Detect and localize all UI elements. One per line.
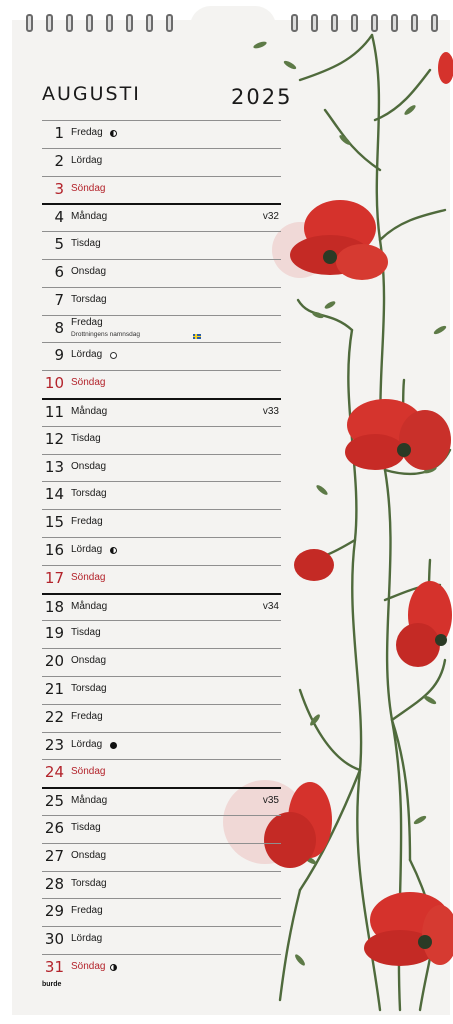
- poppy-flower-2: [345, 399, 451, 470]
- day-row[interactable]: [42, 509, 281, 538]
- day-number: 26: [44, 819, 64, 837]
- weekday-name: Onsdag: [71, 655, 107, 667]
- day-number: 7: [54, 290, 64, 309]
- day-number: 20: [44, 652, 64, 671]
- week-number: v33: [262, 406, 279, 417]
- day-number: 15: [44, 513, 64, 532]
- name-day-note: Drottningens namnsdag: [71, 330, 141, 338]
- day-number: 9: [54, 346, 64, 365]
- swedish-flag-icon: [193, 334, 201, 339]
- day-number: 12: [44, 429, 64, 448]
- weekday-name: Torsdag: [71, 683, 107, 694]
- day-number: 16: [44, 541, 64, 559]
- weekday-name: Söndag: [71, 377, 106, 389]
- day-number: 6: [54, 263, 64, 281]
- day-row[interactable]: [42, 593, 281, 623]
- day-number: 18: [44, 597, 64, 616]
- day-number: 30: [44, 930, 64, 949]
- day-number: 29: [44, 902, 64, 921]
- weekday-name: Fredag: [71, 516, 103, 528]
- weekday-name: Fredag: [71, 127, 103, 138]
- day-row[interactable]: [42, 537, 281, 566]
- day-number: 13: [44, 457, 64, 476]
- weekday-name: Lördag: [71, 154, 103, 166]
- weekday-name: Torsdag: [71, 488, 107, 500]
- poppy-flower-3: [396, 581, 452, 667]
- weekday-name: Fredag: [71, 316, 103, 328]
- day-row[interactable]: [42, 565, 281, 594]
- first-moon-icon: [110, 964, 117, 971]
- weekday-name: Söndag: [71, 182, 106, 194]
- year-title: 2025: [231, 85, 293, 109]
- day-row[interactable]: [42, 815, 281, 844]
- brand-logo: burde: [42, 981, 62, 988]
- weekday-name: Tisdag: [71, 432, 101, 444]
- day-row[interactable]: [42, 926, 281, 955]
- day-number: 31: [44, 958, 64, 976]
- day-number: 8: [54, 318, 64, 337]
- weekday-name: Söndag: [71, 766, 106, 778]
- day-row[interactable]: [42, 759, 281, 788]
- full-moon-icon: [110, 352, 117, 359]
- weekday-name: Lördag: [71, 933, 103, 945]
- day-number: 25: [44, 792, 64, 811]
- day-row[interactable]: [42, 787, 281, 817]
- weekday-name: Onsdag: [71, 849, 107, 861]
- weekday-name: Måndag: [71, 406, 108, 417]
- day-number: 27: [44, 846, 64, 865]
- weekday-name: Fredag: [71, 905, 103, 917]
- day-number: 14: [44, 485, 64, 504]
- day-number: 24: [44, 763, 64, 782]
- day-number: 11: [44, 403, 64, 421]
- day-row[interactable]: [42, 231, 281, 260]
- weekday-name: Söndag: [71, 961, 106, 972]
- day-number: 5: [54, 235, 64, 254]
- day-number: 1: [54, 124, 64, 142]
- day-number: 23: [44, 735, 64, 754]
- poppy-flower-1: [290, 200, 388, 280]
- day-number: 2: [54, 151, 64, 170]
- day-row[interactable]: [42, 620, 281, 649]
- day-row[interactable]: [42, 342, 281, 371]
- day-row[interactable]: [42, 148, 281, 177]
- day-row[interactable]: [42, 704, 281, 733]
- week-number: v32: [262, 211, 279, 223]
- day-row[interactable]: [42, 398, 281, 428]
- day-number: 19: [44, 624, 64, 643]
- day-row[interactable]: [42, 315, 281, 344]
- weekday-name: Söndag: [71, 571, 106, 583]
- weekday-name: Onsdag: [71, 266, 107, 277]
- day-row[interactable]: [42, 676, 281, 705]
- day-number: 4: [54, 208, 64, 227]
- day-row[interactable]: [42, 871, 281, 900]
- weekday-name: Tisdag: [71, 238, 101, 250]
- poppy-stems: [280, 35, 450, 1010]
- day-row[interactable]: [42, 120, 281, 149]
- day-row[interactable]: [42, 370, 281, 399]
- day-row[interactable]: [42, 843, 281, 872]
- day-number: 22: [44, 707, 64, 726]
- weekday-name: Måndag: [71, 795, 108, 807]
- weekday-name: Onsdag: [71, 460, 107, 472]
- day-number: 10: [44, 374, 64, 393]
- day-row[interactable]: [42, 954, 281, 983]
- day-row[interactable]: [42, 481, 281, 510]
- weekday-name: Tisdag: [71, 822, 101, 833]
- day-row[interactable]: [42, 426, 281, 455]
- day-number: 3: [54, 179, 64, 198]
- weekday-name: Lördag: [71, 738, 103, 750]
- month-title: AUGUSTI: [42, 83, 141, 105]
- day-row[interactable]: [42, 176, 281, 205]
- poppy-flower-5: [364, 892, 453, 966]
- poppy-flower-6: [438, 52, 453, 84]
- new-moon-icon: [110, 742, 117, 749]
- day-row[interactable]: [42, 648, 281, 677]
- day-row[interactable]: [42, 287, 281, 316]
- day-number: 28: [44, 874, 64, 893]
- day-row[interactable]: [42, 898, 281, 927]
- weekday-name: Måndag: [71, 600, 108, 612]
- last-moon-icon: [110, 130, 117, 137]
- day-number: 17: [44, 568, 64, 587]
- day-number: 21: [44, 680, 64, 698]
- weekday-name: Lördag: [71, 544, 103, 555]
- day-row[interactable]: [42, 203, 281, 233]
- poppy-bud: [294, 549, 334, 581]
- weekday-name: Måndag: [71, 211, 108, 223]
- weekday-name: Fredag: [71, 710, 103, 722]
- day-row[interactable]: [42, 454, 281, 483]
- weekday-name: Torsdag: [71, 293, 107, 305]
- weekday-name: Lördag: [71, 349, 103, 361]
- week-number: v34: [262, 600, 279, 612]
- weekday-name: Torsdag: [71, 877, 107, 889]
- weekday-name: Tisdag: [71, 627, 101, 639]
- week-number: v35: [262, 795, 279, 807]
- last-moon-icon: [110, 547, 117, 554]
- day-row[interactable]: [42, 259, 281, 288]
- day-row[interactable]: [42, 732, 281, 761]
